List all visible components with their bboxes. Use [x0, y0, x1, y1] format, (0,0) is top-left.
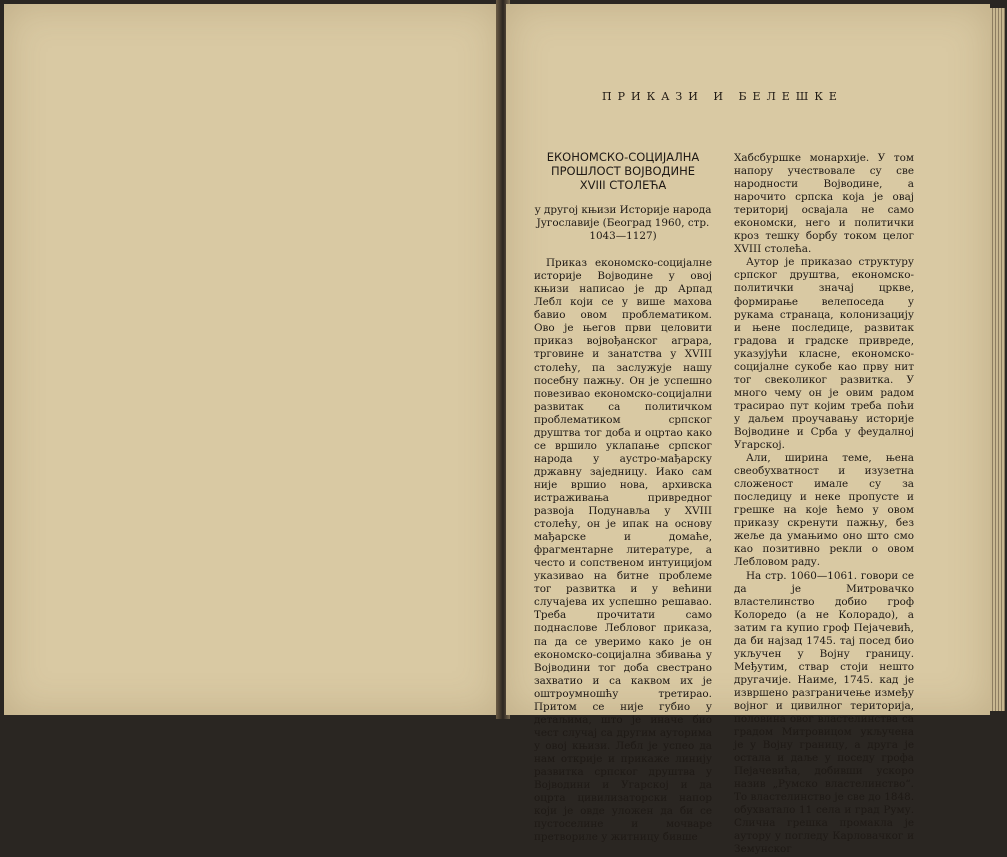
paragraph-2: Аутор је приказао структуру српског друштва, економско-политички значај цркве, формирање велепоседа у рукама странаца, колонизацију и њене последице, развитак градова и градске привреде, указујући класне, економско-социјалне сукобе као прву нит тог свеколиког развитка. У много чему он је овим радом трасирао пут којим треба поћи у даљем проучавању историје Војводине и Срба у феудалној Угарској.: [734, 256, 914, 452]
paragraph-continued: Хабсбуршке монархије. У том напору учествовале су све народности Војводине, а нарочито српска која је овај териториј освајала не само економски, него и политички кроз тешку борбу током целог XVIII столећа.: [734, 152, 914, 256]
article-column-left: [534, 150, 712, 844]
article-subtitle: у другој књизи Историје народа Југославије (Београд 1960, стр. 1043—1127): [534, 204, 712, 243]
page-edges: [990, 8, 1005, 711]
title-line-1: ЕКОНОМСКО-СОЦИЈАЛНА: [546, 150, 700, 164]
paragraph-3: Али, ширина теме, њена свеобухватност и изузетна сложеност имале су за последицу и неке пропусте и грешке на које ћемо у овом приказу скренути пажњу, без жеље да умањимо оно што смо као позитивно рекли о овом Лебловом раду.: [734, 452, 914, 569]
title-line-3: XVIII СТОЛЕЋА: [579, 178, 667, 192]
running-header: ПРИКАЗИ И БЕЛЕШКЕ: [602, 90, 843, 103]
paragraph-1: Приказ економско-социјалне историје Војводине у овој књизи написао је др Арпад Лебл који се у више махова бавио овом проблематиком. Ово је његов први целовити приказ војвођанског аграра, трговине и занатства у XVIII столећу, па заслужује нашу посебну пажњу. Он је успешно повезивао економско-социјални развитак са политичком проблематиком српског друштва тог доба и оцртао како се вршило уклапање српског народа у аустро-мађарску државну заједницу. Иако сам није вршио нова, архивска истраживања привредног развоја Подунавља у XVIII столећу, он је ипак на основу мађарске и домаће, фрагментарне литературе, а често и сопственом интуицијом указивао на битне проблеме тог развитка и у већини случајева их успешно решавао. Треба прочитати само поднаслове Лебловог приказа, па да се уверимо како је он економско-социјална збивања у Војводини тог доба свестрано захватио и са каквом их је оштроумношћу третирао. Притом се није губио у детаљима, што је иначе био чест случај са другим ауторима у овој књизи. Лебл је успео да нам открије и прикаже линију развитка српског друштва у Војводини и Угарској и да оцрта цивилизаторски напор који је овде уложен да би се пустоселине и мочваре претвориле у житницу бивше: [534, 257, 712, 844]
title-line-2: ПРОШЛОСТ ВОЈВОДИНЕ: [550, 164, 696, 178]
article-title: [534, 150, 712, 192]
left-page-blank: [4, 4, 500, 715]
article-column-right: [734, 152, 914, 857]
paragraph-4: На стр. 1060—1061. говори се да је Митровачко властелинство добио гроф Колоредо (а не Колорадо), а затим га купио гроф Пејачевић, да би најзад 1745. тај посед био укључен у Војну границу. Међутим, ствар стоји нешто другачије. Наиме, 1745. кад је извршено разграничење између војног и цивилног територија, половина овог властелинства са градом Митровицом укључена је у Војну границу, а друга је остала и даље у поседу грофа Пејачевића, добивши ускоро назив „Румско властелинство“. То властелинство је све до 1848. обухватало 11 села и град Руму. Слична грешка промакла је аутору у погледу Карловачког и Земунског: [734, 569, 914, 856]
